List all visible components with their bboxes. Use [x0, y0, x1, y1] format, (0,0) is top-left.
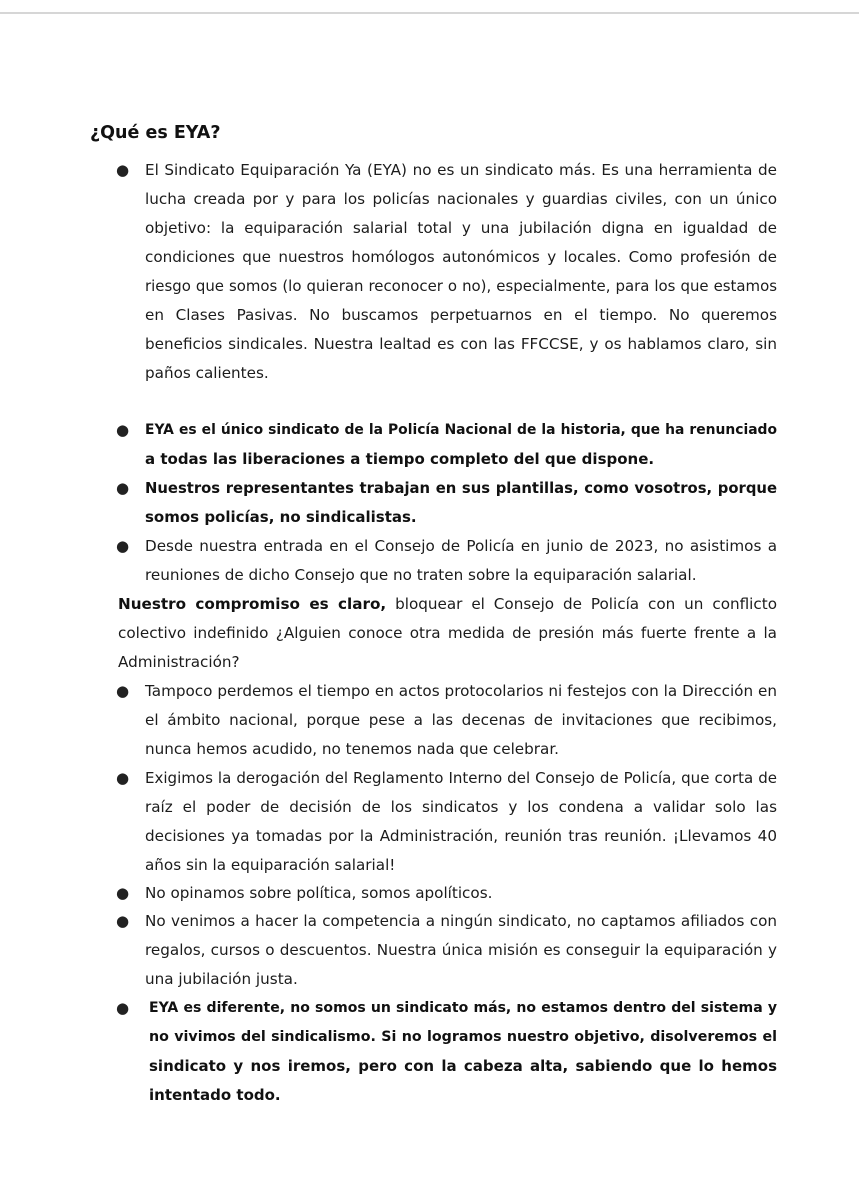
list-item-text: Nuestros representantes trabajan en sus plantillas, como vosotros, porque somos policías, no sindicalistas. — [145, 480, 777, 526]
bullet-icon: ● — [116, 769, 130, 787]
list-item-text: Exigimos la derogación del Reglamento Interno del Consejo de Policía, que corta de raíz el poder de decisión de los sindicatos y los condena a validar solo las decisiones ya tomadas por la Administración, reunión tras reunión. ¡Llevamos 40 años sin la equiparación salarial! — [145, 769, 777, 874]
bullet-icon: ● — [116, 682, 130, 700]
list-item-text: Tampoco perdemos el tiempo en actos protocolarios ni festejos con la Dirección en el ámbito nacional, porque pese a las decenas de invitaciones que recibimos, nunca hemos acudido, no tenemos nada que celebrar. — [145, 682, 777, 758]
bullet-icon: ● — [116, 537, 130, 555]
commitment-paragraph: Nuestro compromiso es claro, bloquear el Consejo de Policía con un conflicto colectivo indefinido ¿Alguien conoce otra medida de presión más fuerte frente a la Administración? — [118, 595, 777, 671]
bullet-icon: ● — [116, 912, 130, 930]
list-item-text: EYA es el único sindicato de la Policía Nacional de la historia, que ha renunciado a todas las liberaciones a tiempo completo del que dispone. — [145, 422, 777, 468]
commitment-lead: Nuestro compromiso es claro, — [118, 595, 387, 613]
bullet-icon: ● — [116, 421, 130, 439]
list-item-text: Desde nuestra entrada en el Consejo de Policía en junio de 2023, no asistimos a reuniones de dicho Consejo que no traten sobre la equiparación salarial. — [145, 537, 777, 584]
page-title: ¿Qué es EYA? — [90, 123, 221, 143]
list-item-text: No opinamos sobre política, somos apolíticos. — [145, 884, 493, 902]
list-item-text: El Sindicato Equiparación Ya (EYA) no es un sindicato más. Es una herramienta de lucha creada por y para los policías nacionales y guardias civiles, con un único objetivo: la equiparación salarial total y una jubilación digna en igualdad de condiciones que nuestros homólogos autonómicos y locales. Como profesión de riesgo que somos (lo quieran reconocer o no), especialmente, para los que estamos en Clases Pasivas. No buscamos perpetuarnos en el tiempo. No queremos beneficios sindicales. Nuestra lealtad es con las FFCCSE, y os hablamos claro, sin paños calientes. — [145, 161, 777, 382]
list-item-text: No venimos a hacer la competencia a ningún sindicato, no captamos afiliados con regalos, cursos o descuentos. Nuestra única misión es conseguir la equiparación y una jubilación justa. — [145, 912, 777, 988]
bullet-icon: ● — [116, 884, 130, 902]
bullet-icon: ● — [116, 999, 130, 1017]
bullet-icon: ● — [116, 161, 130, 179]
list-item-text: EYA es diferente, no somos un sindicato más, no estamos dentro del sistema y no vivimos del sindicalismo. Si no logramos nuestro objetivo, disolveremos el sindicato y nos iremos, pero con la cabeza alta, sabiendo que lo hemos intentado todo. — [149, 1000, 777, 1104]
bullet-icon: ● — [116, 479, 130, 497]
